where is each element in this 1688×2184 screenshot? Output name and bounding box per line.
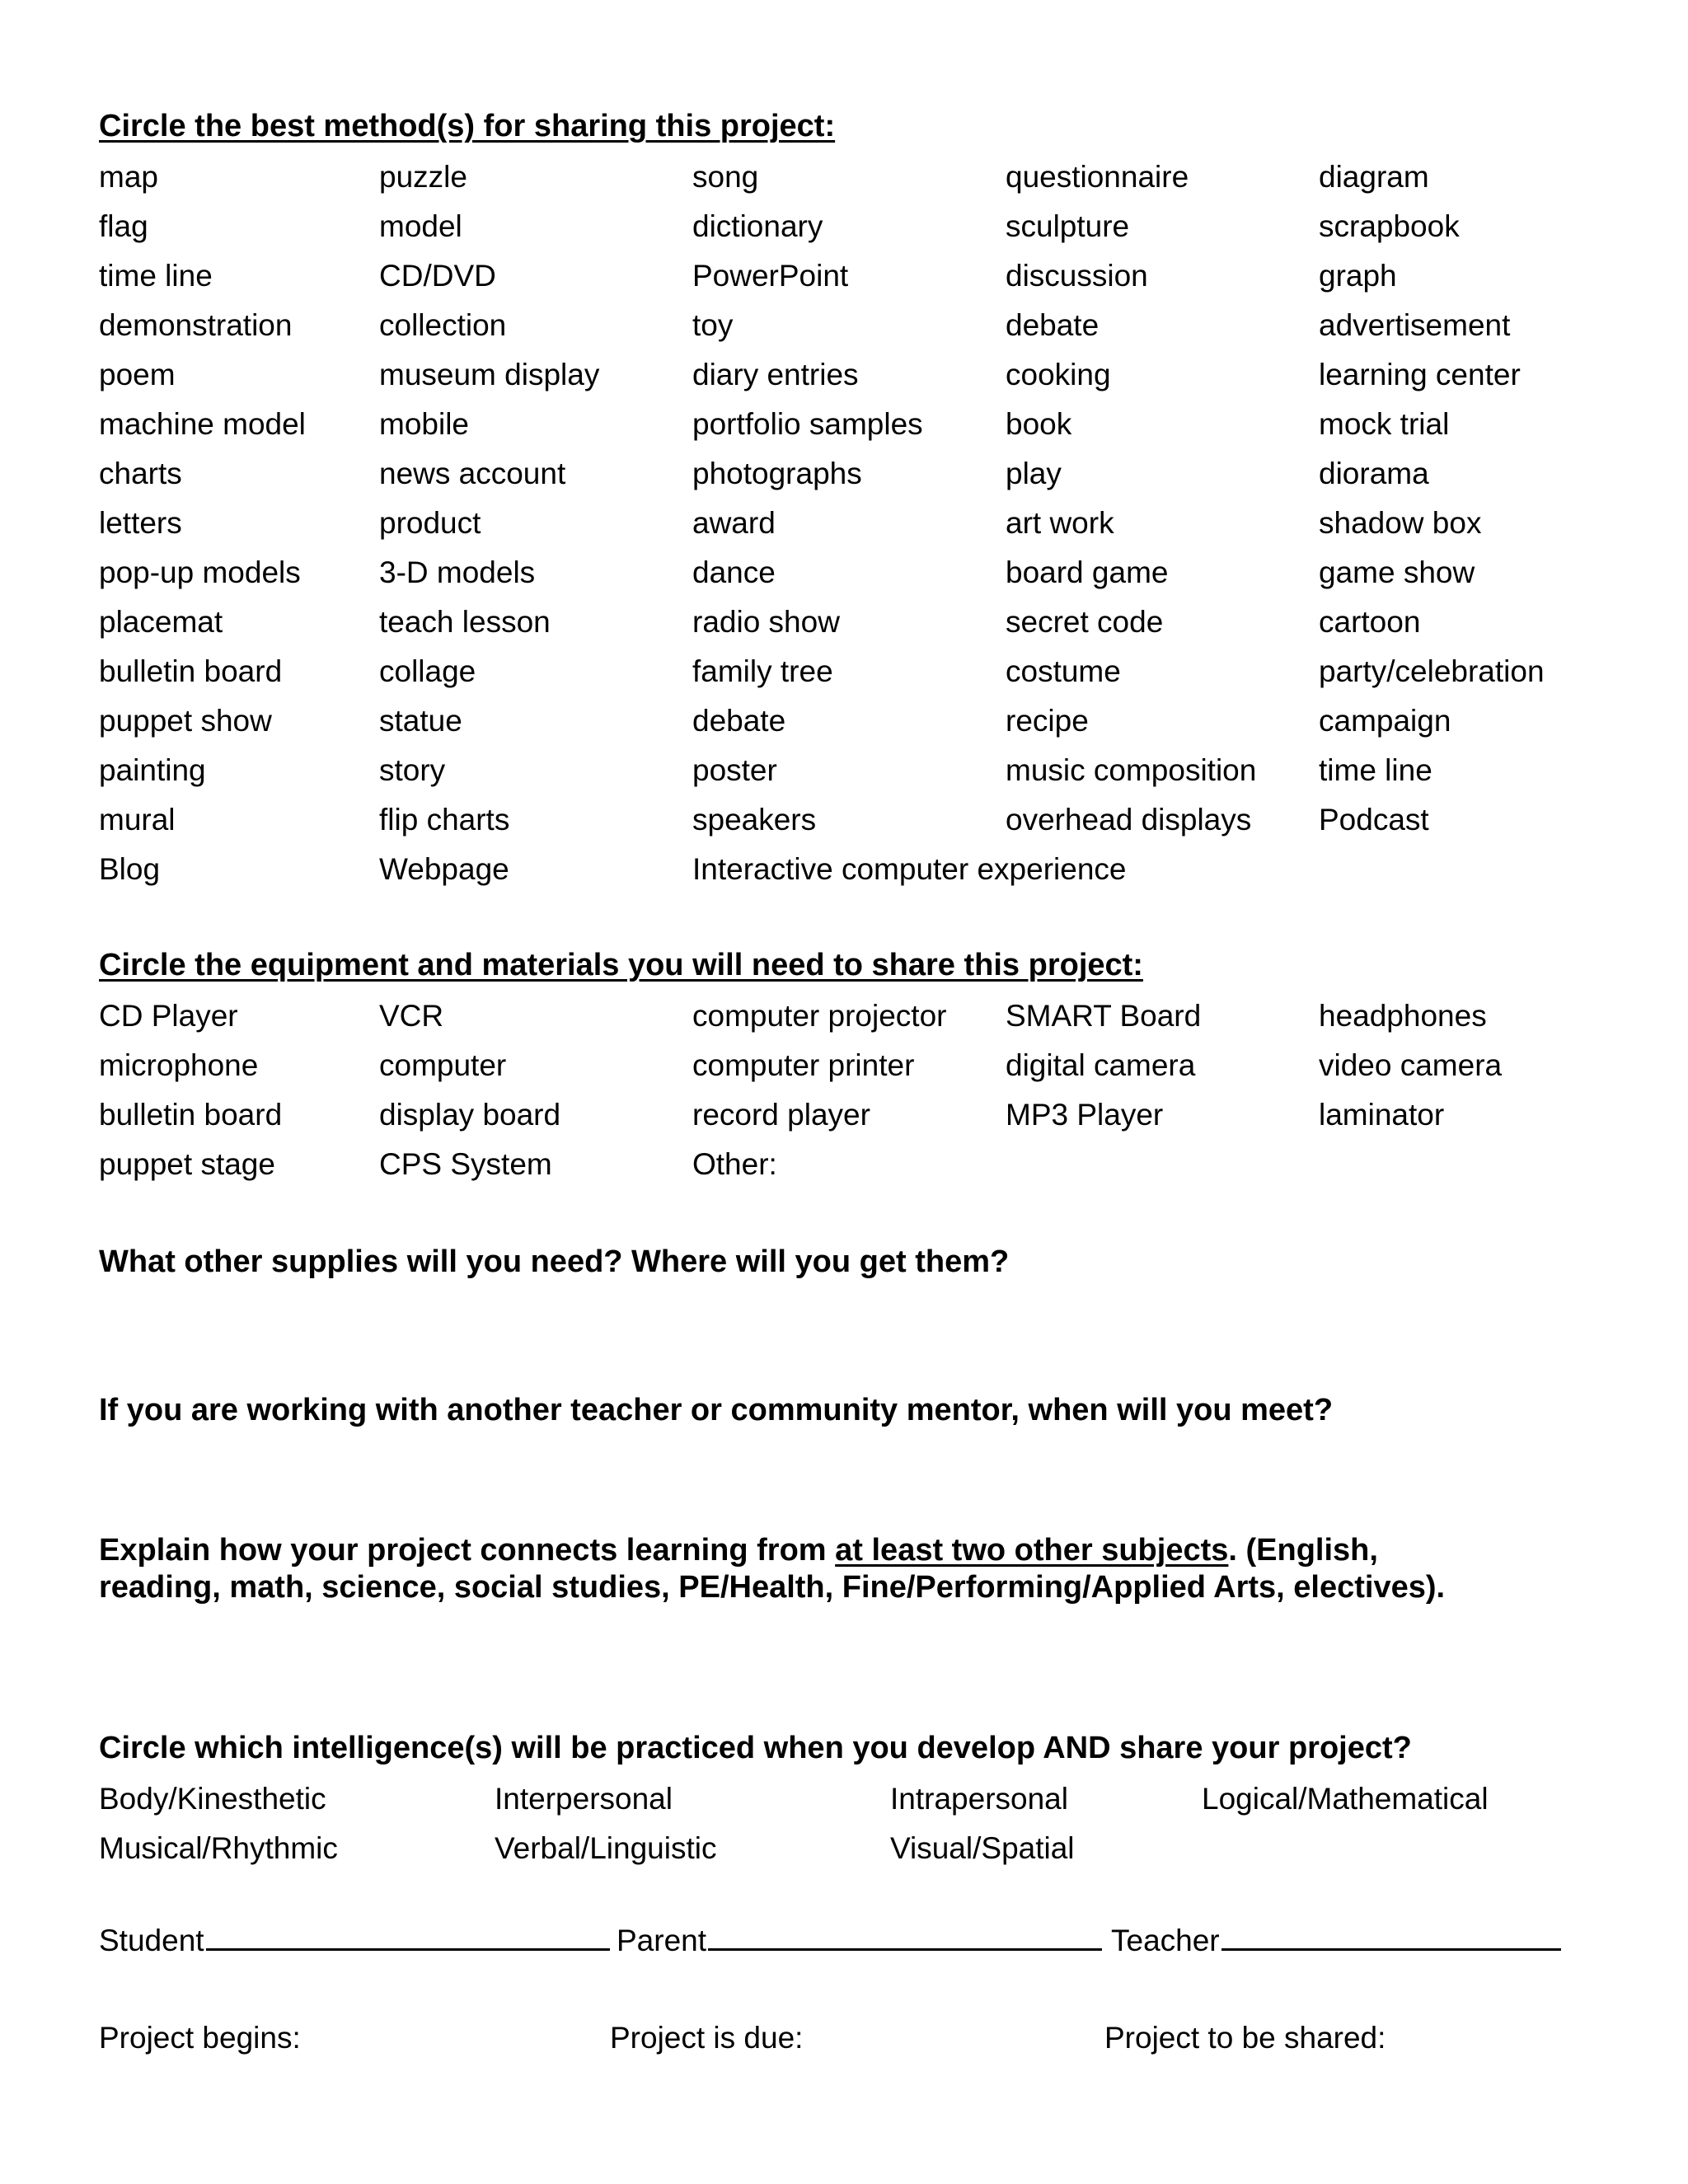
method-option[interactable]: discussion bbox=[1006, 259, 1148, 293]
method-option[interactable]: placemat bbox=[99, 605, 223, 639]
method-option[interactable]: poem bbox=[99, 358, 176, 391]
method-option[interactable]: Interactive computer experience bbox=[692, 852, 1127, 886]
teacher-label: Teacher bbox=[1111, 1924, 1220, 1957]
method-option[interactable]: questionnaire bbox=[1006, 160, 1189, 194]
method-option[interactable]: radio show bbox=[692, 605, 840, 639]
method-option[interactable]: statue bbox=[379, 704, 462, 738]
method-option[interactable]: museum display bbox=[379, 358, 600, 391]
method-option[interactable]: scrapbook bbox=[1319, 209, 1460, 243]
method-option[interactable]: learning center bbox=[1319, 358, 1521, 391]
method-option[interactable]: teach lesson bbox=[379, 605, 551, 639]
subjects-question-text-end: . (English, bbox=[1228, 1533, 1378, 1568]
method-option[interactable]: news account bbox=[379, 457, 566, 490]
method-option[interactable]: CD/DVD bbox=[379, 259, 496, 293]
intelligence-option[interactable]: Logical/Mathematical bbox=[1202, 1782, 1489, 1816]
method-option[interactable]: advertisement bbox=[1319, 308, 1511, 342]
teacher-signature[interactable] bbox=[1111, 1920, 1561, 1960]
parent-signature-line[interactable] bbox=[708, 1920, 1102, 1951]
method-option[interactable]: family tree bbox=[692, 654, 833, 688]
equipment-option[interactable]: display board bbox=[379, 1098, 561, 1132]
method-option[interactable]: time line bbox=[99, 259, 213, 293]
equipment-option[interactable]: microphone bbox=[99, 1048, 259, 1082]
student-signature-line[interactable] bbox=[206, 1920, 610, 1951]
method-option[interactable]: portfolio samples bbox=[692, 407, 923, 441]
intelligence-option[interactable]: Interpersonal bbox=[495, 1782, 673, 1816]
method-option[interactable]: cooking bbox=[1006, 358, 1111, 391]
method-option[interactable]: cartoon bbox=[1319, 605, 1421, 639]
method-option[interactable]: flip charts bbox=[379, 803, 510, 837]
parent-signature[interactable] bbox=[617, 1920, 1102, 1960]
method-option[interactable]: diagram bbox=[1319, 160, 1429, 194]
equipment-option[interactable]: SMART Board bbox=[1006, 999, 1202, 1033]
method-option[interactable]: map bbox=[99, 160, 158, 194]
method-option[interactable]: debate bbox=[1006, 308, 1100, 342]
equipment-option[interactable]: laminator bbox=[1319, 1098, 1445, 1132]
method-option[interactable]: award bbox=[692, 506, 776, 540]
method-option[interactable]: dictionary bbox=[692, 209, 823, 243]
project-due-label: Project is due: bbox=[610, 2021, 804, 2055]
method-option[interactable]: mock trial bbox=[1319, 407, 1450, 441]
method-option[interactable]: Podcast bbox=[1319, 803, 1429, 837]
method-option[interactable]: costume bbox=[1006, 654, 1121, 688]
equipment-option[interactable]: bulletin board bbox=[99, 1098, 283, 1132]
method-option[interactable]: model bbox=[379, 209, 462, 243]
method-option[interactable]: campaign bbox=[1319, 704, 1451, 738]
equipment-option[interactable]: Other: bbox=[692, 1147, 777, 1181]
project-begins-label: Project begins: bbox=[99, 2021, 301, 2055]
method-option[interactable]: recipe bbox=[1006, 704, 1089, 738]
method-option[interactable]: demonstration bbox=[99, 308, 293, 342]
method-option[interactable]: letters bbox=[99, 506, 182, 540]
equipment-option[interactable]: computer projector bbox=[692, 999, 947, 1033]
equipment-option[interactable]: digital camera bbox=[1006, 1048, 1196, 1082]
method-option[interactable]: party/celebration bbox=[1319, 654, 1545, 688]
equipment-option[interactable]: puppet stage bbox=[99, 1147, 275, 1181]
equipment-option[interactable]: computer printer bbox=[692, 1048, 915, 1082]
equipment-option[interactable]: computer bbox=[379, 1048, 507, 1082]
method-option[interactable]: flag bbox=[99, 209, 148, 243]
method-option[interactable]: time line bbox=[1319, 753, 1432, 787]
method-option[interactable]: graph bbox=[1319, 259, 1397, 293]
method-option[interactable]: diorama bbox=[1319, 457, 1429, 490]
method-option[interactable]: poster bbox=[692, 753, 777, 787]
method-option[interactable]: sculpture bbox=[1006, 209, 1130, 243]
method-option[interactable]: song bbox=[692, 160, 759, 194]
mentor-question: If you are working with another teacher or community mentor, when will you meet? bbox=[99, 1393, 1334, 1427]
student-signature[interactable] bbox=[99, 1920, 610, 1960]
method-option[interactable]: game show bbox=[1319, 555, 1475, 589]
intelligence-option[interactable]: Body/Kinesthetic bbox=[99, 1782, 326, 1816]
method-option[interactable]: mobile bbox=[379, 407, 469, 441]
method-option[interactable]: overhead displays bbox=[1006, 803, 1252, 837]
method-option[interactable]: dance bbox=[692, 555, 776, 589]
intelligence-option[interactable]: Intrapersonal bbox=[890, 1782, 1068, 1816]
method-option[interactable]: board game bbox=[1006, 555, 1169, 589]
method-option[interactable]: mural bbox=[99, 803, 176, 837]
method-option[interactable]: product bbox=[379, 506, 481, 540]
method-option[interactable]: toy bbox=[692, 308, 734, 342]
parent-label: Parent bbox=[617, 1924, 707, 1957]
method-option[interactable]: book bbox=[1006, 407, 1072, 441]
intelligences-heading: Circle which intelligence(s) will be practiced when you develop AND share your project? bbox=[99, 1731, 1412, 1765]
supplies-question: What other supplies will you need? Where will you get them? bbox=[99, 1244, 1010, 1279]
method-option[interactable]: diary entries bbox=[692, 358, 859, 391]
method-option[interactable]: PowerPoint bbox=[692, 259, 849, 293]
project-shared-label: Project to be shared: bbox=[1104, 2021, 1386, 2055]
equipment-option[interactable]: MP3 Player bbox=[1006, 1098, 1164, 1132]
teacher-signature-line[interactable] bbox=[1221, 1920, 1561, 1951]
method-option[interactable]: story bbox=[379, 753, 446, 787]
equipment-option[interactable]: video camera bbox=[1319, 1048, 1503, 1082]
student-label: Student bbox=[99, 1924, 204, 1957]
subjects-question-emphasis: at least two other subjects bbox=[835, 1533, 1229, 1568]
equipment-option[interactable]: record player bbox=[692, 1098, 870, 1132]
method-option[interactable]: puzzle bbox=[379, 160, 467, 194]
method-option[interactable]: secret code bbox=[1006, 605, 1164, 639]
subjects-question-text: Explain how your project connects learning from bbox=[99, 1533, 836, 1568]
method-option[interactable]: collage bbox=[379, 654, 476, 688]
method-option[interactable]: painting bbox=[99, 753, 206, 787]
method-option[interactable]: pop-up models bbox=[99, 555, 301, 589]
method-option[interactable]: machine model bbox=[99, 407, 306, 441]
method-option[interactable]: 3-D models bbox=[379, 555, 536, 589]
intelligence-option[interactable]: Musical/Rhythmic bbox=[99, 1831, 338, 1865]
method-option[interactable]: collection bbox=[379, 308, 507, 342]
equipment-option[interactable]: headphones bbox=[1319, 999, 1487, 1033]
intelligence-option[interactable]: Verbal/Linguistic bbox=[495, 1831, 717, 1865]
method-option[interactable]: debate bbox=[692, 704, 786, 738]
method-option[interactable]: music composition bbox=[1006, 753, 1257, 787]
subjects-question-line2: reading, math, science, social studies, PE/Health, Fine/Performing/Applied Arts, electives). bbox=[99, 1570, 1446, 1605]
subjects-question-line1 bbox=[99, 1531, 1378, 1569]
method-option[interactable]: Blog bbox=[99, 852, 161, 886]
equipment-option[interactable]: VCR bbox=[379, 999, 444, 1033]
equipment-option[interactable]: CD Player bbox=[99, 999, 238, 1033]
method-option[interactable]: bulletin board bbox=[99, 654, 283, 688]
method-option[interactable]: photographs bbox=[692, 457, 862, 490]
intelligence-option[interactable]: Visual/Spatial bbox=[890, 1831, 1075, 1865]
method-option[interactable]: shadow box bbox=[1319, 506, 1482, 540]
method-option[interactable]: speakers bbox=[692, 803, 817, 837]
equipment-heading: Circle the equipment and materials you will need to share this project: bbox=[99, 948, 1143, 982]
method-option[interactable]: play bbox=[1006, 457, 1062, 490]
equipment-option[interactable]: CPS System bbox=[379, 1147, 552, 1181]
method-option[interactable]: art work bbox=[1006, 506, 1114, 540]
method-option[interactable]: charts bbox=[99, 457, 182, 490]
method-option[interactable]: puppet show bbox=[99, 704, 272, 738]
methods-heading: Circle the best method(s) for sharing this project: bbox=[99, 109, 836, 143]
method-option[interactable]: Webpage bbox=[379, 852, 509, 886]
